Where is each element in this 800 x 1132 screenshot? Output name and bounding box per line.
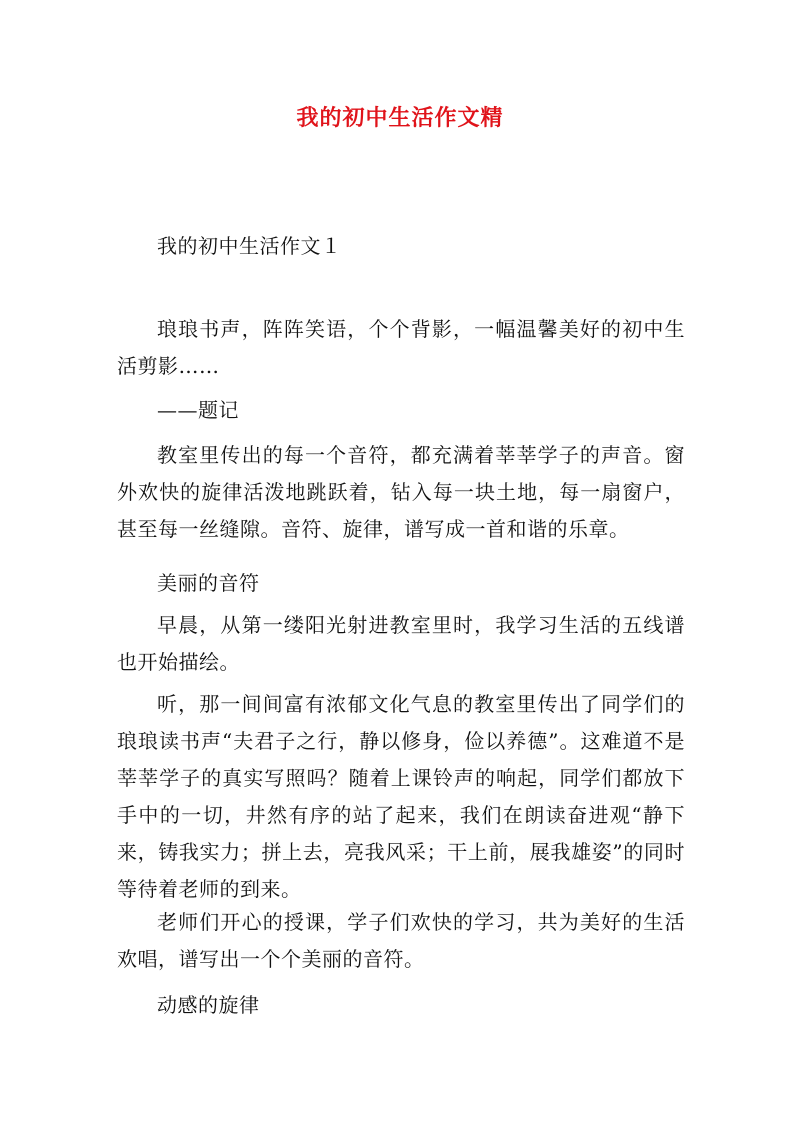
document-title: 我的初中生活作文精 bbox=[296, 105, 504, 131]
paragraph-reading: 听，那一间间富有浓郁文化气息的教室里传出了同学们的琅琅读书声“夫君子之行，静以修身，俭以养德”。这难道不是莘莘学子的真实写照吗？随着上课铃声的响起，同学们都放下手中的一切，井然有序的站了起来，我们在朗读奋进观“静下来，铸我实力；拼上去，亮我风采；干上前，展我雄姿”的同时等待着老师的到来。 bbox=[117, 692, 685, 901]
paragraph-epigraph-source: ——题记 bbox=[157, 398, 239, 422]
paragraph-teachers: 老师们开心的授课，学子们欢快的学习，共为美好的生活欢唱，谱写出一个个美丽的音符。 bbox=[117, 910, 685, 971]
paragraph-classroom-sounds: 教室里传出的每一个音符，都充满着莘莘学子的声音。窗外欢快的旋律活泼地跳跃着，钻入每一块土地，每一扇窗户，甚至每一丝缝隙。音符、旋律，谱写成一首和谐的乐章。 bbox=[117, 443, 685, 541]
subheading-dynamic-melody: 动感的旋律 bbox=[157, 993, 260, 1017]
section-title: 我的初中生活作文１ bbox=[157, 234, 342, 258]
paragraph-morning: 早晨，从第一缕阳光射进教室里时，我学习生活的五线谱也开始描绘。 bbox=[117, 613, 685, 674]
paragraph-epigraph: 琅琅书声，阵阵笑语，个个背影，一幅温馨美好的初中生活剪影…… bbox=[117, 317, 685, 378]
subheading-beautiful-notes: 美丽的音符 bbox=[157, 571, 260, 595]
